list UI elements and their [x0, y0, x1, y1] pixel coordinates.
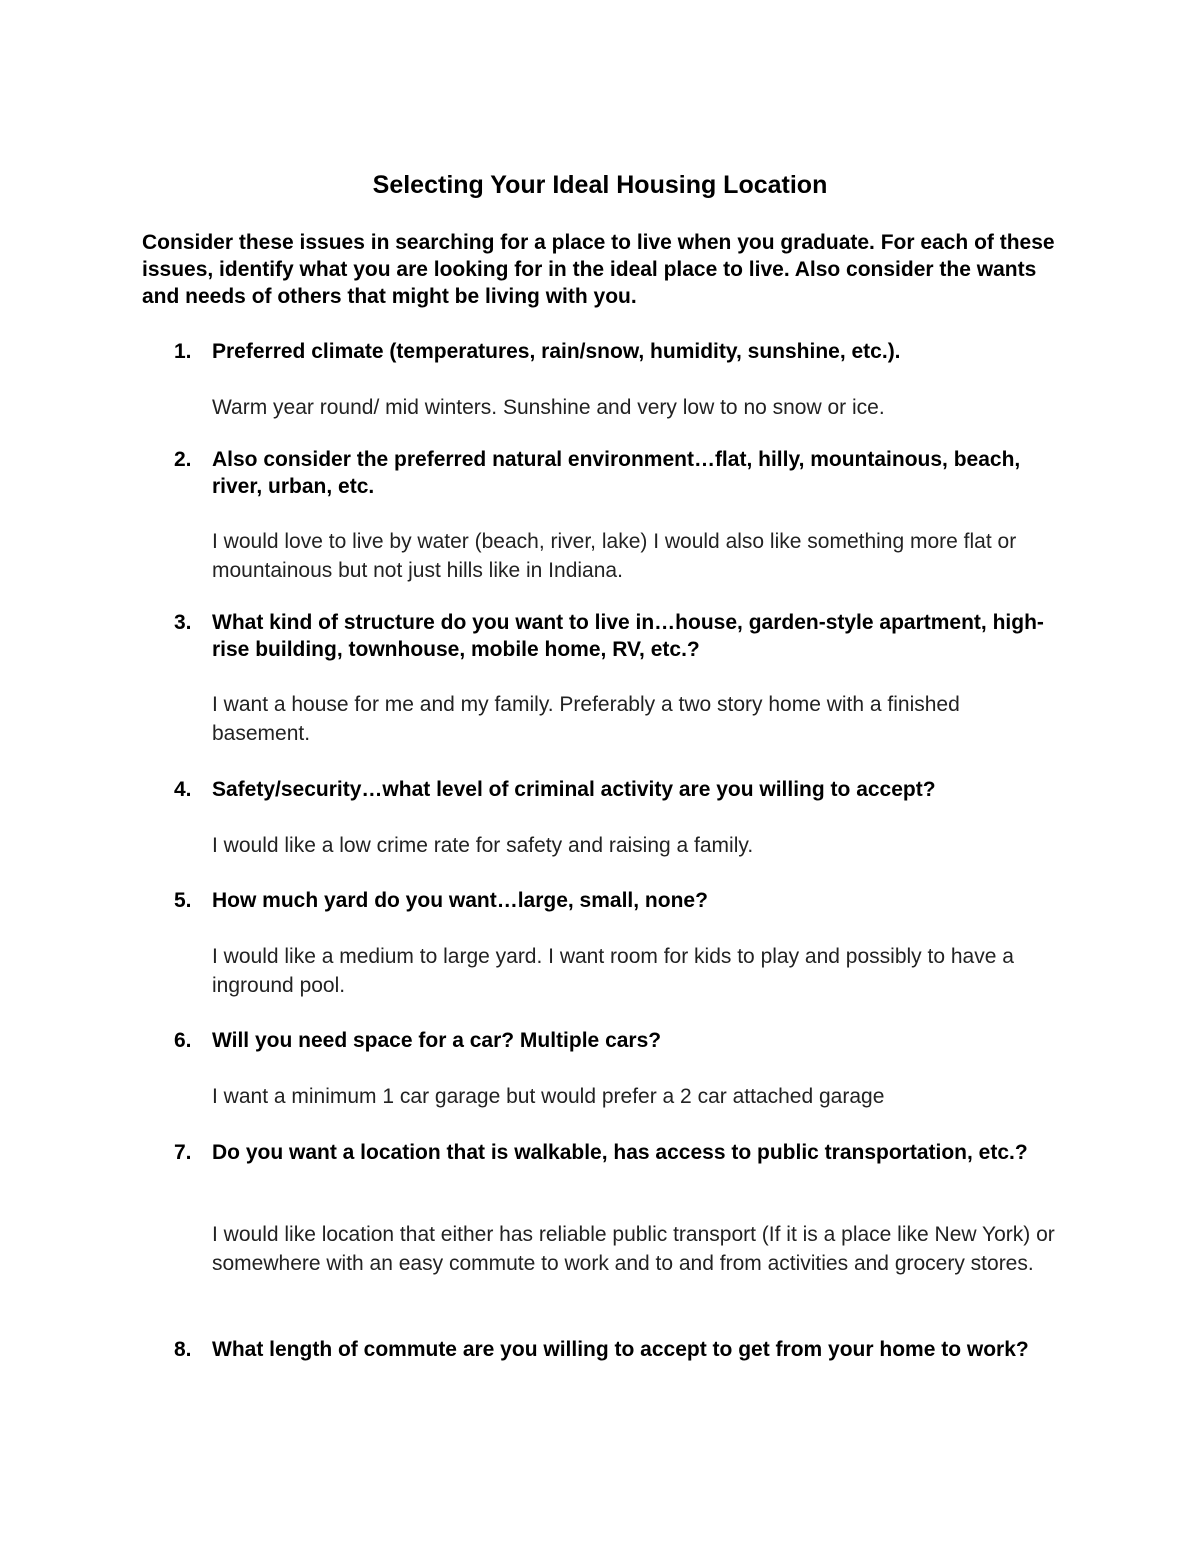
question-text: What kind of structure do you want to live in…house, garden-style apartment, high-rise building, townhouse, mobile home, RV, etc.? [212, 611, 1044, 661]
question-number: 5. [174, 889, 192, 912]
question-item [142, 1139, 1062, 1166]
question-item [142, 1027, 1062, 1054]
question-number: 6. [174, 1029, 192, 1052]
question-number: 7. [174, 1141, 192, 1164]
answer-text: I would like a medium to large yard. I want room for kids to play and possibly to have a inground pool. [212, 945, 1014, 997]
question-item [142, 1336, 1062, 1363]
question-number: 3. [174, 611, 192, 634]
question-number: 8. [174, 1338, 192, 1361]
page-title: Selecting Your Ideal Housing Location [372, 171, 828, 199]
answer-text: I would love to live by water (beach, river, lake) I would also like something more flat or mountainous but not just hills like in Indiana. [212, 530, 1017, 582]
question-number: 4. [174, 778, 192, 801]
answer-text: I would like a low crime rate for safety and raising a family. [212, 834, 754, 857]
question-number: 1. [174, 340, 192, 363]
question-text: What length of commute are you willing to accept to get from your home to work? [212, 1338, 1029, 1361]
question-text: Preferred climate (temperatures, rain/snow, humidity, sunshine, etc.). [212, 340, 901, 363]
answer-text: I would like location that either has reliable public transport (If it is a place like New York) or somewhere with an easy commute to work and to and from activities and grocery stores. [212, 1223, 1055, 1275]
question-item [142, 887, 1062, 914]
question-text: How much yard do you want…large, small, none? [212, 889, 708, 912]
question-text: Safety/security…what level of criminal activity are you willing to accept? [212, 778, 936, 801]
question-item [142, 338, 1062, 365]
answer-text: I want a house for me and my family. Preferably a two story home with a finished basement. [212, 693, 960, 745]
question-text: Do you want a location that is walkable, has access to public transportation, etc.? [212, 1141, 1028, 1164]
question-number: 2. [174, 448, 192, 471]
question-text: Will you need space for a car? Multiple cars? [212, 1029, 662, 1052]
answer-text: I want a minimum 1 car garage but would prefer a 2 car attached garage [212, 1085, 885, 1108]
question-item [142, 776, 1062, 803]
intro-paragraph: Consider these issues in searching for a place to live when you graduate. For each of these issues, identify what you are looking for in the ideal place to live. Also consider the wants and needs of others that might be living with you. [142, 231, 1055, 308]
question-item [142, 609, 1062, 663]
question-item [142, 446, 1062, 500]
question-text: Also consider the preferred natural environment…flat, hilly, mountainous, beach, river, urban, etc. [212, 448, 1021, 498]
answer-text: Warm year round/ mid winters. Sunshine and very low to no snow or ice. [212, 396, 885, 419]
